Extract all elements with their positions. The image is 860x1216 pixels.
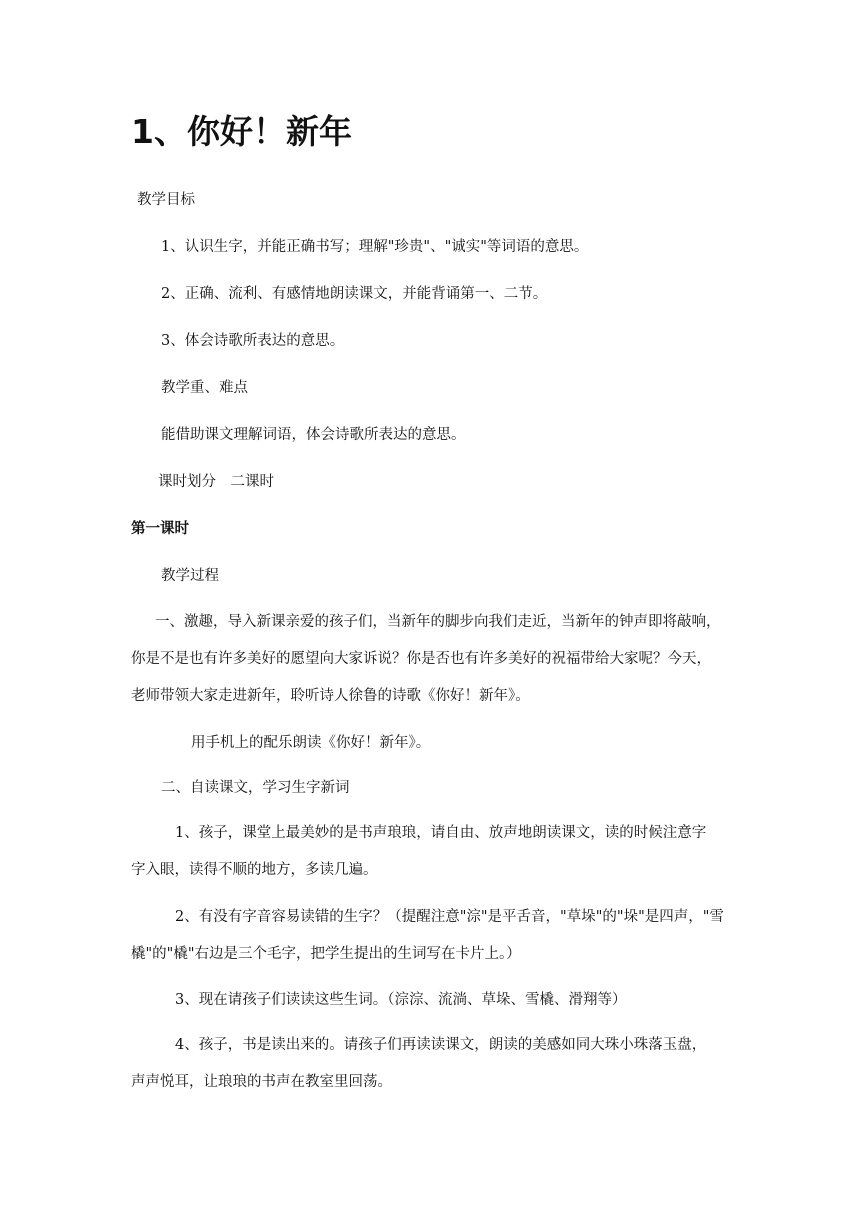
step1-line-2: 你是不是也有许多美好的愿望向大家诉说？你是否也有许多美好的祝福带给大家呢？今天， [131,651,711,667]
key-points-heading: 教学重、难点 [161,380,248,396]
key-points-text: 能借助课文理解词语，体会诗歌所表达的意思。 [161,427,466,443]
schedule-line: 课时划分 二课时 [158,474,274,490]
item2-line-1: 2、有没有字音容易读错的生字？（提醒注意"淙"是平舌音，"草垛"的"垛"是四声，"雪 [175,909,724,925]
item3: 3、现在请孩子们读读这些生词。（淙淙、流淌、草垛、雪橇、滑翔等） [175,992,627,1008]
step2-heading: 二、自读课文，学习生字新词 [161,780,350,796]
item1-paragraph [131,815,731,889]
step1-line-3: 老师带领大家走进新年，聆听诗人徐鲁的诗歌《你好！新年》。 [131,688,530,704]
objective-1: 1、认识生字，并能正确书写；理解"珍贵"、"诚实"等词语的意思。 [161,239,589,255]
document-title: 1、你好！新年 [131,112,352,151]
lesson-one-heading: 第一课时 [131,521,189,537]
process-heading: 教学过程 [161,568,219,584]
item1-line-1: 1、孩子，课堂上最美妙的是书声琅琅，请自由、放声地朗读课文，读的时候注意字 [175,825,707,841]
item2-paragraph [131,899,731,973]
item4-line-2: 声声悦耳，让琅琅的书声在教室里回荡。 [131,1074,392,1090]
step1-note: 用手机上的配乐朗读《你好！新年》。 [191,735,431,751]
objective-2: 2、正确、流利、有感情地朗读课文，并能背诵第一、二节。 [161,286,548,302]
step1-line-1: 一、激趣，导入新课亲爱的孩子们，当新年的脚步向我们走近，当新年的钟声即将敲响， [155,614,721,630]
item2-line-2: 橇"的"橇"右边是三个毛字，把学生提出的生词写在卡片上。） [131,946,521,962]
item4-paragraph [131,1027,731,1101]
step1-paragraph [131,604,731,715]
item4-line-1: 4、孩子，书是读出来的。请孩子们再读读课文，朗读的美感如同大珠小珠落玉盘， [175,1037,707,1053]
objectives-heading: 教学目标 [137,192,195,208]
item1-line-2: 字入眼，读得不顺的地方，多读几遍。 [131,862,378,878]
objective-3: 3、体会诗歌所表达的意思。 [161,333,345,349]
